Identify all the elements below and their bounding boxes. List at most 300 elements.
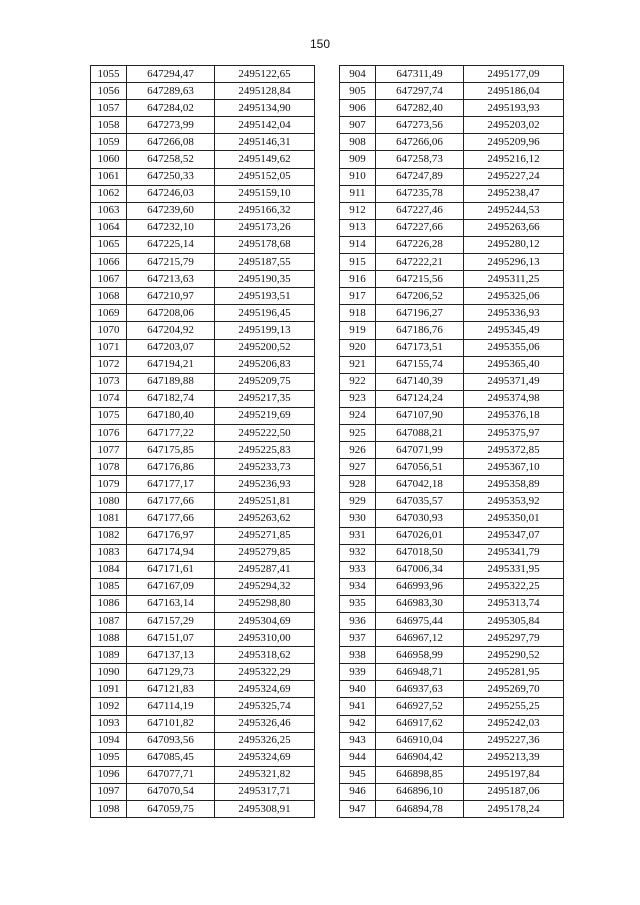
table-row bbox=[91, 254, 315, 271]
y-coordinate-cell: 2495166,32 bbox=[215, 202, 315, 219]
y-coordinate-cell: 2495251,81 bbox=[215, 493, 315, 510]
point-number-cell: 943 bbox=[340, 732, 376, 749]
y-coordinate-cell: 2495324,69 bbox=[215, 749, 315, 766]
y-coordinate-cell: 2495304,69 bbox=[215, 613, 315, 630]
y-coordinate-cell: 2495376,18 bbox=[464, 407, 564, 424]
x-coordinate-cell: 647085,45 bbox=[127, 749, 215, 766]
table-row bbox=[91, 339, 315, 356]
point-number-cell: 928 bbox=[340, 476, 376, 493]
point-number-cell: 1085 bbox=[91, 578, 127, 595]
point-number-cell: 923 bbox=[340, 390, 376, 407]
y-coordinate-cell: 2495190,35 bbox=[215, 271, 315, 288]
x-coordinate-cell: 647175,85 bbox=[127, 442, 215, 459]
x-coordinate-cell: 647030,93 bbox=[376, 510, 464, 527]
table-row bbox=[340, 83, 564, 100]
table-row bbox=[340, 493, 564, 510]
table-row bbox=[340, 219, 564, 236]
point-number-cell: 925 bbox=[340, 424, 376, 441]
table-row bbox=[91, 698, 315, 715]
point-number-cell: 1096 bbox=[91, 766, 127, 783]
y-coordinate-cell: 2495281,95 bbox=[464, 664, 564, 681]
y-coordinate-cell: 2495178,68 bbox=[215, 236, 315, 253]
x-coordinate-cell: 646894,78 bbox=[376, 801, 464, 818]
table-row bbox=[340, 578, 564, 595]
y-coordinate-cell: 2495173,26 bbox=[215, 219, 315, 236]
table-row bbox=[91, 459, 315, 476]
point-number-cell: 918 bbox=[340, 305, 376, 322]
x-coordinate-cell: 647177,66 bbox=[127, 493, 215, 510]
point-number-cell: 1072 bbox=[91, 356, 127, 373]
table-row bbox=[91, 356, 315, 373]
y-coordinate-cell: 2495311,25 bbox=[464, 271, 564, 288]
table-row bbox=[340, 749, 564, 766]
x-coordinate-cell: 647137,13 bbox=[127, 647, 215, 664]
point-number-cell: 929 bbox=[340, 493, 376, 510]
point-number-cell: 1091 bbox=[91, 681, 127, 698]
point-number-cell: 1073 bbox=[91, 373, 127, 390]
y-coordinate-cell: 2495325,06 bbox=[464, 288, 564, 305]
x-coordinate-cell: 647186,76 bbox=[376, 322, 464, 339]
point-number-cell: 1057 bbox=[91, 100, 127, 117]
table-row bbox=[340, 681, 564, 698]
table-row bbox=[91, 544, 315, 561]
point-number-cell: 939 bbox=[340, 664, 376, 681]
point-number-cell: 1092 bbox=[91, 698, 127, 715]
y-coordinate-cell: 2495197,84 bbox=[464, 766, 564, 783]
y-coordinate-cell: 2495233,73 bbox=[215, 459, 315, 476]
x-coordinate-cell: 647107,90 bbox=[376, 407, 464, 424]
y-coordinate-cell: 2495209,96 bbox=[464, 134, 564, 151]
x-coordinate-cell: 647151,07 bbox=[127, 630, 215, 647]
y-coordinate-cell: 2495186,04 bbox=[464, 83, 564, 100]
point-number-cell: 937 bbox=[340, 630, 376, 647]
x-coordinate-cell: 647070,54 bbox=[127, 783, 215, 800]
point-number-cell: 1088 bbox=[91, 630, 127, 647]
point-number-cell: 926 bbox=[340, 442, 376, 459]
table-row bbox=[91, 647, 315, 664]
point-number-cell: 931 bbox=[340, 527, 376, 544]
table-row bbox=[340, 613, 564, 630]
y-coordinate-cell: 2495358,89 bbox=[464, 476, 564, 493]
x-coordinate-cell: 646917,62 bbox=[376, 715, 464, 732]
x-coordinate-cell: 647266,06 bbox=[376, 134, 464, 151]
x-coordinate-cell: 646927,52 bbox=[376, 698, 464, 715]
table-row bbox=[340, 544, 564, 561]
x-coordinate-cell: 646948,71 bbox=[376, 664, 464, 681]
y-coordinate-cell: 2495199,13 bbox=[215, 322, 315, 339]
x-coordinate-cell: 647203,07 bbox=[127, 339, 215, 356]
point-number-cell: 934 bbox=[340, 578, 376, 595]
point-number-cell: 905 bbox=[340, 83, 376, 100]
y-coordinate-cell: 2495308,91 bbox=[215, 801, 315, 818]
y-coordinate-cell: 2495298,80 bbox=[215, 595, 315, 612]
x-coordinate-cell: 647196,27 bbox=[376, 305, 464, 322]
point-number-cell: 1070 bbox=[91, 322, 127, 339]
point-number-cell: 946 bbox=[340, 783, 376, 800]
point-number-cell: 1060 bbox=[91, 151, 127, 168]
x-coordinate-cell: 647194,21 bbox=[127, 356, 215, 373]
point-number-cell: 1081 bbox=[91, 510, 127, 527]
y-coordinate-cell: 2495263,66 bbox=[464, 219, 564, 236]
y-coordinate-cell: 2495341,79 bbox=[464, 544, 564, 561]
point-number-cell: 1055 bbox=[91, 66, 127, 83]
point-number-cell: 1097 bbox=[91, 783, 127, 800]
table-row bbox=[340, 510, 564, 527]
point-number-cell: 919 bbox=[340, 322, 376, 339]
x-coordinate-cell: 646910,04 bbox=[376, 732, 464, 749]
table-row bbox=[91, 390, 315, 407]
point-number-cell: 924 bbox=[340, 407, 376, 424]
point-number-cell: 932 bbox=[340, 544, 376, 561]
x-coordinate-cell: 647006,34 bbox=[376, 561, 464, 578]
table-row bbox=[91, 322, 315, 339]
y-coordinate-cell: 2495217,35 bbox=[215, 390, 315, 407]
point-number-cell: 1087 bbox=[91, 613, 127, 630]
point-number-cell: 906 bbox=[340, 100, 376, 117]
table-row bbox=[340, 168, 564, 185]
y-coordinate-cell: 2495149,62 bbox=[215, 151, 315, 168]
table-row bbox=[340, 236, 564, 253]
x-coordinate-cell: 646967,12 bbox=[376, 630, 464, 647]
point-number-cell: 1062 bbox=[91, 185, 127, 202]
y-coordinate-cell: 2495280,12 bbox=[464, 236, 564, 253]
y-coordinate-cell: 2495134,90 bbox=[215, 100, 315, 117]
point-number-cell: 1069 bbox=[91, 305, 127, 322]
x-coordinate-cell: 647189,88 bbox=[127, 373, 215, 390]
y-coordinate-cell: 2495244,53 bbox=[464, 202, 564, 219]
x-coordinate-cell: 647180,40 bbox=[127, 407, 215, 424]
table-row bbox=[340, 151, 564, 168]
table-row bbox=[91, 664, 315, 681]
y-coordinate-cell: 2495213,39 bbox=[464, 749, 564, 766]
table-row bbox=[91, 288, 315, 305]
table-row bbox=[340, 442, 564, 459]
x-coordinate-cell: 647204,92 bbox=[127, 322, 215, 339]
x-coordinate-cell: 647266,08 bbox=[127, 134, 215, 151]
x-coordinate-cell: 647167,09 bbox=[127, 578, 215, 595]
point-number-cell: 916 bbox=[340, 271, 376, 288]
x-coordinate-cell: 647210,97 bbox=[127, 288, 215, 305]
point-number-cell: 1080 bbox=[91, 493, 127, 510]
x-coordinate-cell: 647121,83 bbox=[127, 681, 215, 698]
x-coordinate-cell: 647235,78 bbox=[376, 185, 464, 202]
y-coordinate-cell: 2495305,84 bbox=[464, 613, 564, 630]
x-coordinate-cell: 647101,82 bbox=[127, 715, 215, 732]
y-coordinate-cell: 2495297,79 bbox=[464, 630, 564, 647]
point-number-cell: 914 bbox=[340, 236, 376, 253]
y-coordinate-cell: 2495336,93 bbox=[464, 305, 564, 322]
y-coordinate-cell: 2495321,82 bbox=[215, 766, 315, 783]
table-row bbox=[91, 681, 315, 698]
table-row bbox=[340, 630, 564, 647]
coordinates-table-left bbox=[90, 65, 315, 818]
point-number-cell: 933 bbox=[340, 561, 376, 578]
x-coordinate-cell: 646975,44 bbox=[376, 613, 464, 630]
y-coordinate-cell: 2495209,75 bbox=[215, 373, 315, 390]
x-coordinate-cell: 647284,02 bbox=[127, 100, 215, 117]
table-row bbox=[91, 801, 315, 818]
y-coordinate-cell: 2495242,03 bbox=[464, 715, 564, 732]
x-coordinate-cell: 647174,94 bbox=[127, 544, 215, 561]
coordinates-table-right bbox=[339, 65, 564, 818]
y-coordinate-cell: 2495322,25 bbox=[464, 578, 564, 595]
x-coordinate-cell: 647035,57 bbox=[376, 493, 464, 510]
x-coordinate-cell: 647171,61 bbox=[127, 561, 215, 578]
point-number-cell: 930 bbox=[340, 510, 376, 527]
table-row bbox=[340, 647, 564, 664]
x-coordinate-cell: 647155,74 bbox=[376, 356, 464, 373]
y-coordinate-cell: 2495128,84 bbox=[215, 83, 315, 100]
point-number-cell: 1075 bbox=[91, 407, 127, 424]
table-row bbox=[340, 801, 564, 818]
x-coordinate-cell: 647213,63 bbox=[127, 271, 215, 288]
y-coordinate-cell: 2495200,52 bbox=[215, 339, 315, 356]
x-coordinate-cell: 647176,86 bbox=[127, 459, 215, 476]
x-coordinate-cell: 647157,29 bbox=[127, 613, 215, 630]
table-row bbox=[91, 732, 315, 749]
table-row bbox=[91, 83, 315, 100]
x-coordinate-cell: 647018,50 bbox=[376, 544, 464, 561]
point-number-cell: 1068 bbox=[91, 288, 127, 305]
x-coordinate-cell: 647258,52 bbox=[127, 151, 215, 168]
point-number-cell: 1084 bbox=[91, 561, 127, 578]
y-coordinate-cell: 2495355,06 bbox=[464, 339, 564, 356]
table-row bbox=[340, 373, 564, 390]
x-coordinate-cell: 647140,39 bbox=[376, 373, 464, 390]
y-coordinate-cell: 2495318,62 bbox=[215, 647, 315, 664]
y-coordinate-cell: 2495219,69 bbox=[215, 407, 315, 424]
table-row bbox=[340, 305, 564, 322]
point-number-cell: 1090 bbox=[91, 664, 127, 681]
x-coordinate-cell: 647177,66 bbox=[127, 510, 215, 527]
x-coordinate-cell: 646958,99 bbox=[376, 647, 464, 664]
x-coordinate-cell: 647059,75 bbox=[127, 801, 215, 818]
y-coordinate-cell: 2495372,85 bbox=[464, 442, 564, 459]
y-coordinate-cell: 2495324,69 bbox=[215, 681, 315, 698]
x-coordinate-cell: 647297,74 bbox=[376, 83, 464, 100]
x-coordinate-cell: 647250,33 bbox=[127, 168, 215, 185]
x-coordinate-cell: 646937,63 bbox=[376, 681, 464, 698]
point-number-cell: 942 bbox=[340, 715, 376, 732]
table-row bbox=[91, 373, 315, 390]
point-number-cell: 1098 bbox=[91, 801, 127, 818]
table-row bbox=[340, 476, 564, 493]
table-row bbox=[340, 561, 564, 578]
table-row bbox=[340, 322, 564, 339]
table-row bbox=[91, 493, 315, 510]
y-coordinate-cell: 2495236,93 bbox=[215, 476, 315, 493]
y-coordinate-cell: 2495193,51 bbox=[215, 288, 315, 305]
y-coordinate-cell: 2495279,85 bbox=[215, 544, 315, 561]
y-coordinate-cell: 2495222,50 bbox=[215, 424, 315, 441]
x-coordinate-cell: 647124,24 bbox=[376, 390, 464, 407]
x-coordinate-cell: 647222,21 bbox=[376, 254, 464, 271]
y-coordinate-cell: 2495152,05 bbox=[215, 168, 315, 185]
y-coordinate-cell: 2495187,55 bbox=[215, 254, 315, 271]
table-row bbox=[91, 561, 315, 578]
y-coordinate-cell: 2495322,29 bbox=[215, 664, 315, 681]
table-row bbox=[340, 459, 564, 476]
table-row bbox=[340, 783, 564, 800]
y-coordinate-cell: 2495326,46 bbox=[215, 715, 315, 732]
y-coordinate-cell: 2495206,83 bbox=[215, 356, 315, 373]
y-coordinate-cell: 2495365,40 bbox=[464, 356, 564, 373]
y-coordinate-cell: 2495142,04 bbox=[215, 117, 315, 134]
y-coordinate-cell: 2495287,41 bbox=[215, 561, 315, 578]
table-row bbox=[340, 424, 564, 441]
x-coordinate-cell: 647232,10 bbox=[127, 219, 215, 236]
table-row bbox=[340, 202, 564, 219]
point-number-cell: 927 bbox=[340, 459, 376, 476]
point-number-cell: 1058 bbox=[91, 117, 127, 134]
y-coordinate-cell: 2495367,10 bbox=[464, 459, 564, 476]
table-row bbox=[340, 356, 564, 373]
x-coordinate-cell: 647294,47 bbox=[127, 66, 215, 83]
point-number-cell: 922 bbox=[340, 373, 376, 390]
point-number-cell: 921 bbox=[340, 356, 376, 373]
point-number-cell: 910 bbox=[340, 168, 376, 185]
point-number-cell: 936 bbox=[340, 613, 376, 630]
table-row bbox=[340, 288, 564, 305]
point-number-cell: 911 bbox=[340, 185, 376, 202]
x-coordinate-cell: 646983,30 bbox=[376, 595, 464, 612]
y-coordinate-cell: 2495271,85 bbox=[215, 527, 315, 544]
point-number-cell: 1065 bbox=[91, 236, 127, 253]
point-number-cell: 920 bbox=[340, 339, 376, 356]
y-coordinate-cell: 2495122,65 bbox=[215, 66, 315, 83]
table-row bbox=[91, 100, 315, 117]
y-coordinate-cell: 2495294,32 bbox=[215, 578, 315, 595]
table-row bbox=[91, 578, 315, 595]
x-coordinate-cell: 647258,73 bbox=[376, 151, 464, 168]
point-number-cell: 941 bbox=[340, 698, 376, 715]
x-coordinate-cell: 647182,74 bbox=[127, 390, 215, 407]
x-coordinate-cell: 647176,97 bbox=[127, 527, 215, 544]
x-coordinate-cell: 647273,56 bbox=[376, 117, 464, 134]
point-number-cell: 912 bbox=[340, 202, 376, 219]
point-number-cell: 915 bbox=[340, 254, 376, 271]
x-coordinate-cell: 647225,14 bbox=[127, 236, 215, 253]
y-coordinate-cell: 2495345,49 bbox=[464, 322, 564, 339]
table-row bbox=[340, 390, 564, 407]
point-number-cell: 1061 bbox=[91, 168, 127, 185]
table-row bbox=[340, 100, 564, 117]
table-row bbox=[91, 168, 315, 185]
x-coordinate-cell: 647247,89 bbox=[376, 168, 464, 185]
table-row bbox=[91, 424, 315, 441]
table-row bbox=[91, 442, 315, 459]
y-coordinate-cell: 2495347,07 bbox=[464, 527, 564, 544]
x-coordinate-cell: 647129,73 bbox=[127, 664, 215, 681]
point-number-cell: 947 bbox=[340, 801, 376, 818]
point-number-cell: 1083 bbox=[91, 544, 127, 561]
y-coordinate-cell: 2495375,97 bbox=[464, 424, 564, 441]
table-row bbox=[91, 407, 315, 424]
y-coordinate-cell: 2495325,74 bbox=[215, 698, 315, 715]
table-row bbox=[340, 407, 564, 424]
point-number-cell: 909 bbox=[340, 151, 376, 168]
table-row bbox=[91, 202, 315, 219]
point-number-cell: 945 bbox=[340, 766, 376, 783]
y-coordinate-cell: 2495193,93 bbox=[464, 100, 564, 117]
point-number-cell: 1067 bbox=[91, 271, 127, 288]
point-number-cell: 1071 bbox=[91, 339, 127, 356]
page-number: 150 bbox=[309, 37, 331, 51]
table-row bbox=[91, 151, 315, 168]
x-coordinate-cell: 647215,79 bbox=[127, 254, 215, 271]
point-number-cell: 1093 bbox=[91, 715, 127, 732]
x-coordinate-cell: 647227,46 bbox=[376, 202, 464, 219]
y-coordinate-cell: 2495225,83 bbox=[215, 442, 315, 459]
table-row bbox=[91, 134, 315, 151]
table-row bbox=[91, 766, 315, 783]
x-coordinate-cell: 647177,22 bbox=[127, 424, 215, 441]
point-number-cell: 1076 bbox=[91, 424, 127, 441]
y-coordinate-cell: 2495177,09 bbox=[464, 66, 564, 83]
x-coordinate-cell: 647206,52 bbox=[376, 288, 464, 305]
point-number-cell: 913 bbox=[340, 219, 376, 236]
table-row bbox=[91, 271, 315, 288]
x-coordinate-cell: 647088,21 bbox=[376, 424, 464, 441]
table-row bbox=[91, 527, 315, 544]
x-coordinate-cell: 647227,66 bbox=[376, 219, 464, 236]
y-coordinate-cell: 2495353,92 bbox=[464, 493, 564, 510]
y-coordinate-cell: 2495371,49 bbox=[464, 373, 564, 390]
x-coordinate-cell: 646898,85 bbox=[376, 766, 464, 783]
x-coordinate-cell: 646993,96 bbox=[376, 578, 464, 595]
point-number-cell: 1056 bbox=[91, 83, 127, 100]
table-row bbox=[91, 749, 315, 766]
point-number-cell: 907 bbox=[340, 117, 376, 134]
y-coordinate-cell: 2495159,10 bbox=[215, 185, 315, 202]
table-row bbox=[340, 254, 564, 271]
x-coordinate-cell: 647177,17 bbox=[127, 476, 215, 493]
x-coordinate-cell: 647215,56 bbox=[376, 271, 464, 288]
x-coordinate-cell: 647042,18 bbox=[376, 476, 464, 493]
point-number-cell: 1059 bbox=[91, 134, 127, 151]
x-coordinate-cell: 647208,06 bbox=[127, 305, 215, 322]
table-row bbox=[340, 698, 564, 715]
point-number-cell: 944 bbox=[340, 749, 376, 766]
table-row bbox=[340, 185, 564, 202]
y-coordinate-cell: 2495178,24 bbox=[464, 801, 564, 818]
y-coordinate-cell: 2495216,12 bbox=[464, 151, 564, 168]
x-coordinate-cell: 647289,63 bbox=[127, 83, 215, 100]
point-number-cell: 1086 bbox=[91, 595, 127, 612]
y-coordinate-cell: 2495331,95 bbox=[464, 561, 564, 578]
table-row bbox=[340, 766, 564, 783]
point-number-cell: 1095 bbox=[91, 749, 127, 766]
point-number-cell: 1066 bbox=[91, 254, 127, 271]
y-coordinate-cell: 2495196,45 bbox=[215, 305, 315, 322]
table-row bbox=[340, 339, 564, 356]
table-row bbox=[340, 664, 564, 681]
point-number-cell: 1094 bbox=[91, 732, 127, 749]
point-number-cell: 1063 bbox=[91, 202, 127, 219]
table-row bbox=[91, 185, 315, 202]
point-number-cell: 1082 bbox=[91, 527, 127, 544]
table-row bbox=[91, 476, 315, 493]
y-coordinate-cell: 2495203,02 bbox=[464, 117, 564, 134]
y-coordinate-cell: 2495146,31 bbox=[215, 134, 315, 151]
table-row bbox=[91, 236, 315, 253]
y-coordinate-cell: 2495296,13 bbox=[464, 254, 564, 271]
y-coordinate-cell: 2495269,70 bbox=[464, 681, 564, 698]
y-coordinate-cell: 2495255,25 bbox=[464, 698, 564, 715]
point-number-cell: 938 bbox=[340, 647, 376, 664]
y-coordinate-cell: 2495227,36 bbox=[464, 732, 564, 749]
x-coordinate-cell: 647114,19 bbox=[127, 698, 215, 715]
